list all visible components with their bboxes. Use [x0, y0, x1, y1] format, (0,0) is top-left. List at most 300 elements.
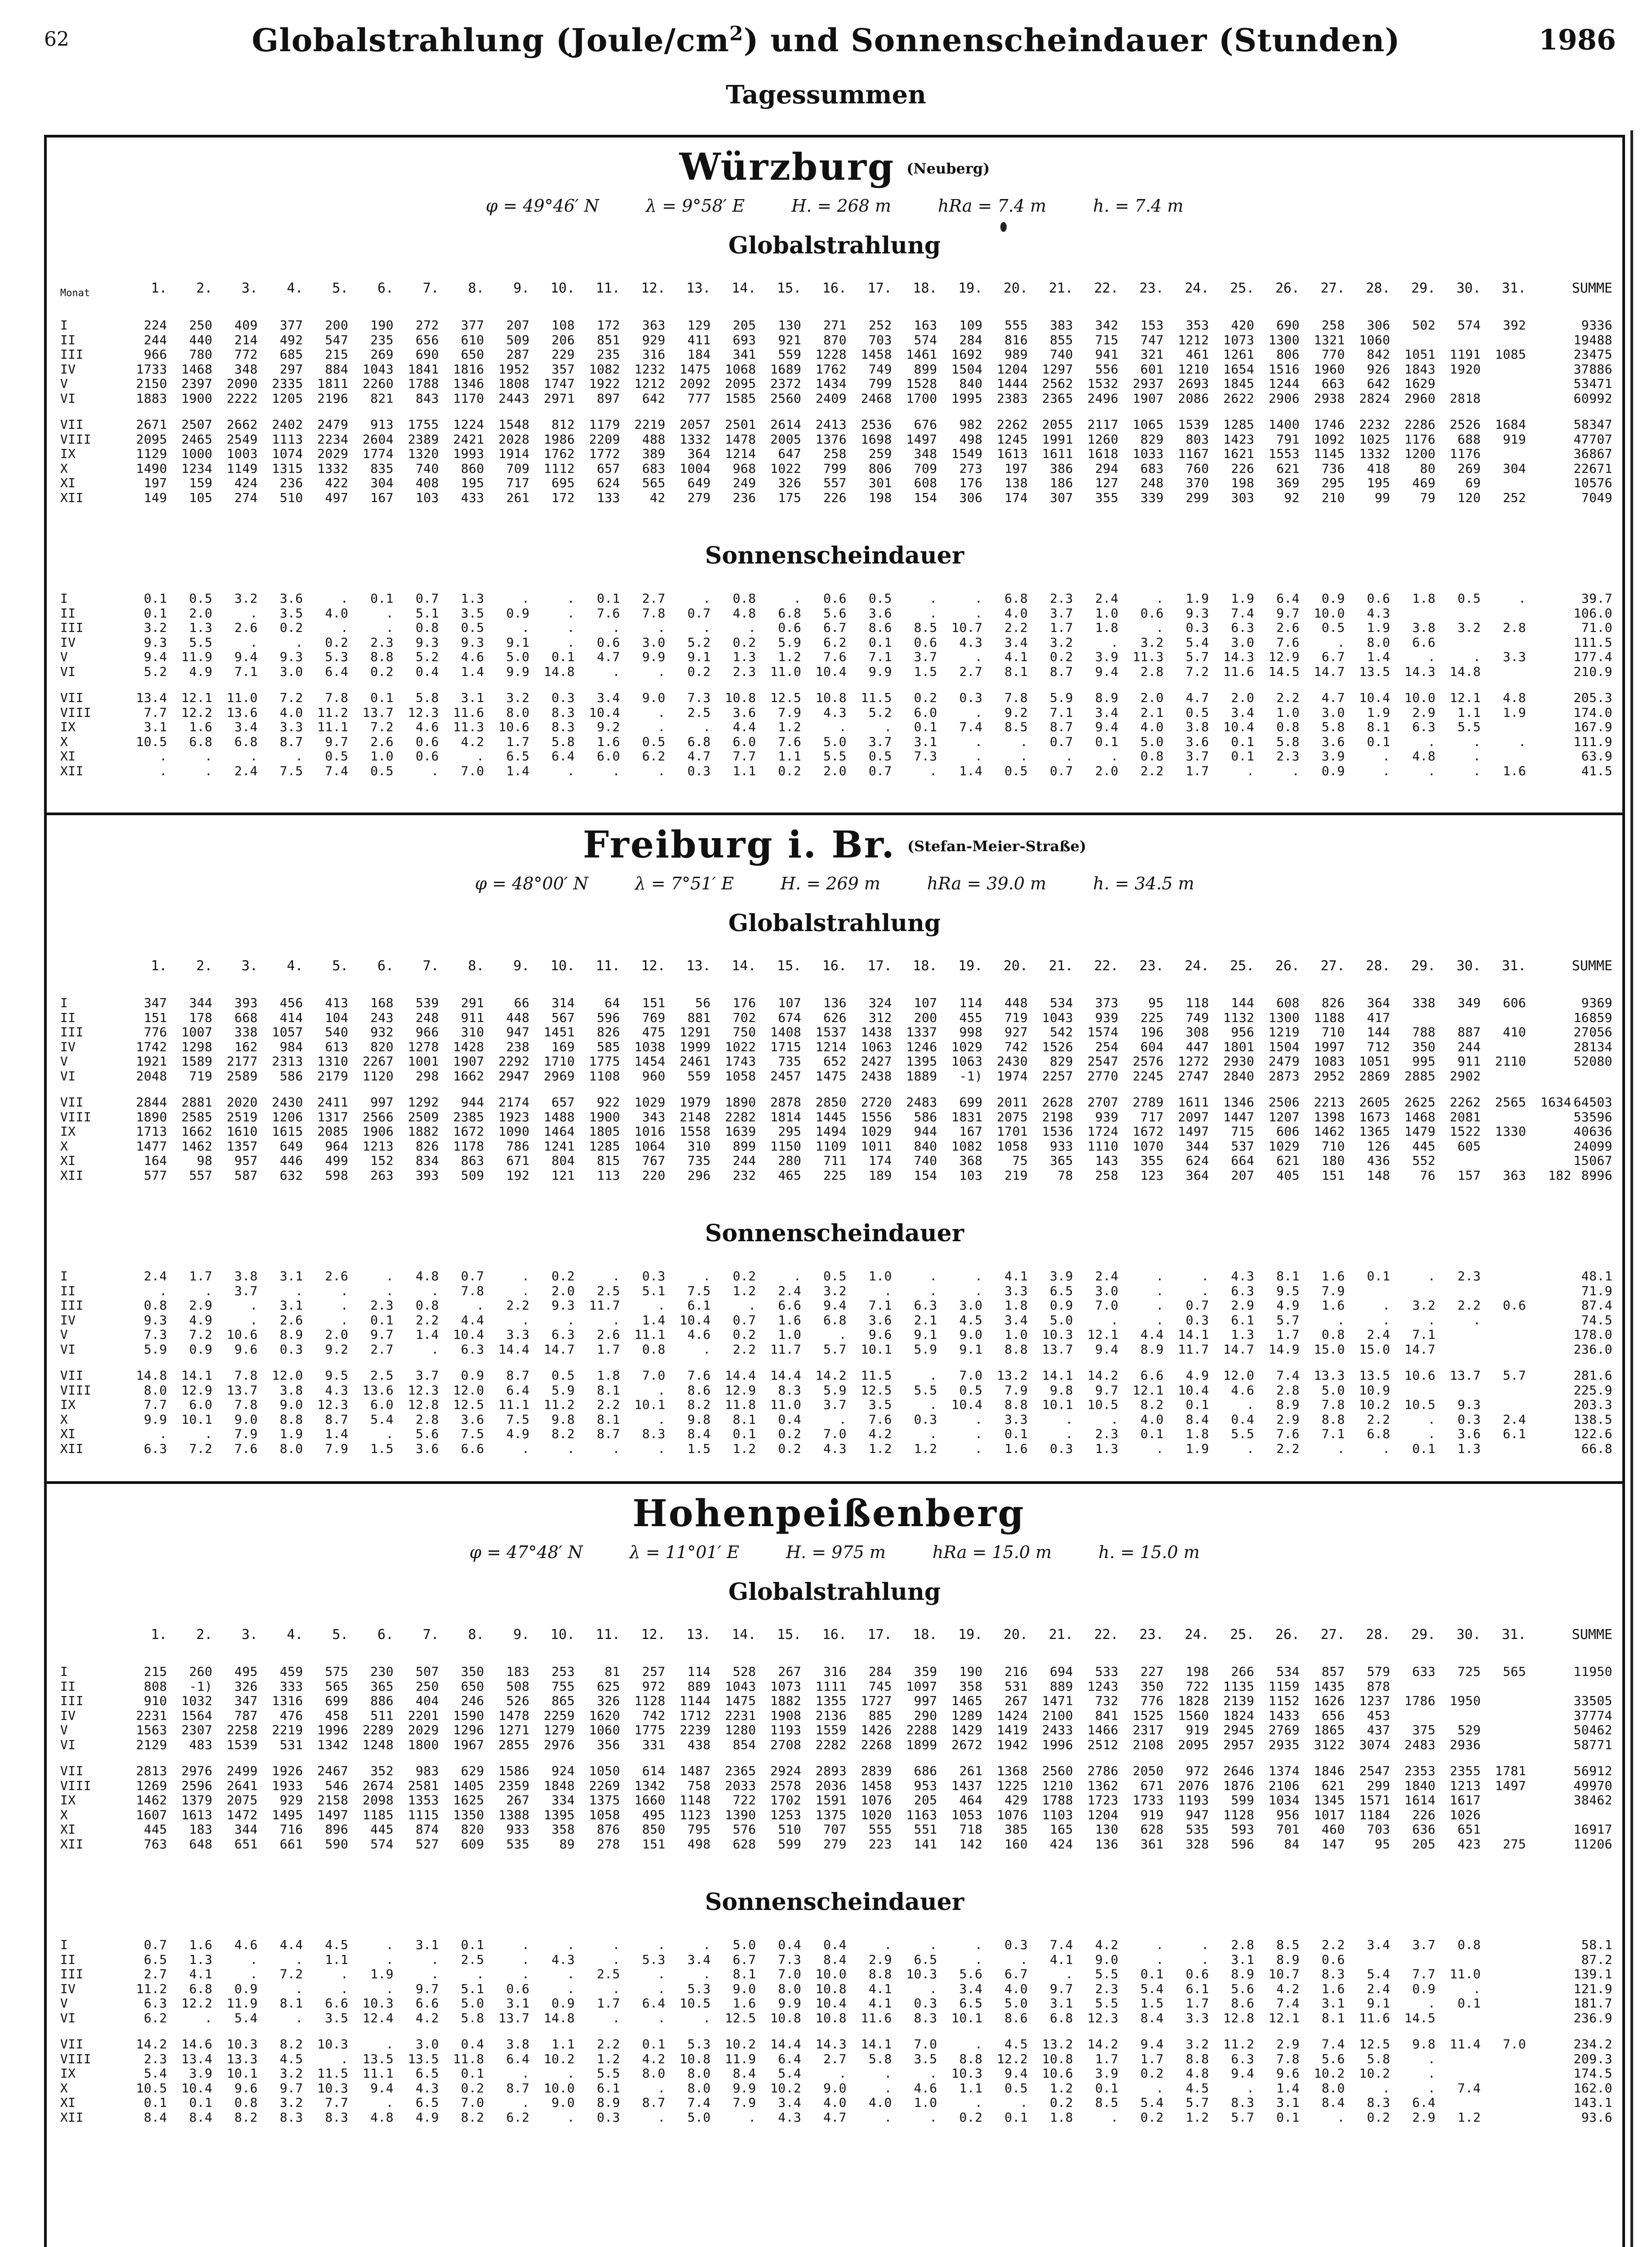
day-value: 2.8 [1231, 1937, 1255, 1952]
day-value: 565 [1503, 1664, 1526, 1679]
day-value: 574 [1457, 318, 1481, 333]
day-value: 14.5 [1268, 664, 1300, 679]
day-value: 1424 [996, 1708, 1028, 1723]
day-value: 2.3 [1050, 591, 1073, 606]
day-value: 2496 [1087, 391, 1119, 406]
day-value: 10.0 [1314, 605, 1345, 621]
day-value: 8.2 [280, 2037, 303, 2052]
day-value: 321 [1140, 347, 1164, 362]
day-value: 14.6 [181, 2037, 213, 2052]
day-value: 1.8 [1186, 1426, 1209, 1441]
day-value: 629 [461, 1763, 484, 1778]
day-value: 2604 [362, 431, 394, 447]
day-value: 8.2 [1140, 1397, 1164, 1412]
day-value: 0.1 [868, 635, 892, 650]
day-value: 5.9 [778, 635, 802, 650]
day-value: 6.7 [733, 1952, 756, 1967]
day-value: 6.5 [415, 2066, 439, 2081]
month-sum: 281.6 [1573, 1368, 1612, 1383]
day-value: . [1337, 1312, 1345, 1328]
day-value: 2259 [543, 1708, 575, 1723]
day-value: 820 [461, 1822, 484, 1837]
day-value: . [1156, 1937, 1164, 1952]
day-value: 2076 [1178, 1778, 1209, 1793]
month-label: V [60, 376, 68, 391]
day-value: 8.1 [280, 1996, 303, 2011]
day-value: 2174 [498, 1095, 530, 1110]
day-value: 210 [1321, 490, 1345, 505]
day-value: 2355 [1449, 1763, 1481, 1778]
day-value: . [975, 1283, 983, 1298]
day-value: 1727 [861, 1693, 892, 1708]
day-value: 1549 [951, 446, 983, 461]
day-value: 1029 [861, 1124, 892, 1139]
day-value: 2893 [815, 1763, 847, 1778]
day-value: 1.7 [1095, 2051, 1119, 2066]
day-value: 3.4 [959, 1981, 983, 1996]
day-value: 7.9 [1321, 1283, 1345, 1298]
section-title-global: Globalstrahlung [728, 1578, 941, 1606]
day-value: 722 [733, 1793, 756, 1807]
day-value: 12.2 [996, 2051, 1028, 2066]
station-block [44, 813, 1625, 1482]
day-value: 699 [959, 1095, 983, 1110]
day-value: 3.9 [1050, 1269, 1073, 1283]
coord-lambda: λ = 11°01′ E [629, 1542, 740, 1562]
day-value: 10.4 [1359, 690, 1390, 705]
day-value: 11.7 [589, 1298, 620, 1313]
day-header: 15. [777, 1627, 802, 1643]
day-value: . [567, 1937, 575, 1952]
day-value: 0.6 [415, 749, 439, 764]
day-value: 1292 [408, 1095, 439, 1110]
day-value: . [522, 1967, 530, 1981]
day-value: 6.8 [234, 734, 258, 749]
day-value: 1073 [770, 1679, 802, 1694]
day-value: 4.7 [687, 749, 711, 764]
day-value: 1026 [1449, 1807, 1481, 1822]
day-value: 168 [370, 995, 394, 1010]
day-value: 650 [461, 1679, 484, 1694]
day-value: 2.7 [642, 591, 666, 606]
day-value: 420 [1231, 318, 1255, 333]
day-value: 2231 [136, 1708, 167, 1723]
day-value: 1029 [1268, 1138, 1300, 1154]
day-value: 205 [733, 318, 756, 333]
day-value: 2.7 [959, 664, 983, 679]
day-value: 184 [687, 347, 711, 362]
day-value: 4.7 [597, 649, 620, 664]
day-value: 14.1 [181, 1368, 213, 1383]
day-value: 9.9 [733, 2080, 756, 2096]
day-value: 2625 [1404, 1095, 1436, 1110]
day-value: 719 [1004, 1010, 1028, 1025]
day-value: 306 [959, 490, 983, 505]
day-value: 559 [687, 1068, 711, 1084]
month-label: XI [60, 749, 76, 764]
month-label: I [60, 995, 68, 1010]
month-sum: 40636 [1573, 1124, 1612, 1139]
coord-lambda: λ = 7°51′ E [635, 874, 734, 893]
day-value: 0.8 [415, 620, 439, 635]
day-value: 0.3 [914, 1996, 937, 2011]
day-value: 3.3 [1186, 2010, 1209, 2025]
day-value: 2885 [1404, 1068, 1436, 1084]
day-value: 460 [1321, 1822, 1345, 1837]
day-header: 5. [332, 280, 349, 296]
day-value: 12.1 [1268, 2010, 1300, 2025]
day-header: 13. [686, 1627, 711, 1643]
day-value: 453 [1367, 1708, 1390, 1723]
day-value: 626 [823, 1010, 847, 1025]
day-value: 10.1 [861, 1341, 892, 1357]
day-value: 1022 [725, 1039, 756, 1054]
day-value: 1991 [1042, 431, 1073, 447]
day-value: 2672 [951, 1737, 983, 1752]
day-value: 9.4 [234, 649, 258, 664]
day-value: 661 [280, 1836, 303, 1852]
day-value: 107 [778, 995, 802, 1010]
day-value: 6.3 [914, 1298, 937, 1313]
day-header: 21. [1048, 958, 1073, 974]
day-value: 821 [370, 391, 394, 406]
day-value: 6.3 [1231, 620, 1255, 635]
day-value: 1828 [1178, 1693, 1209, 1708]
day-value: 1746 [1314, 417, 1345, 432]
day-value: 4.0 [280, 705, 303, 720]
day-value: . [839, 719, 847, 734]
day-value: 1625 [453, 1793, 484, 1807]
day-header: 24. [1185, 280, 1209, 296]
day-value: 198 [868, 490, 892, 505]
month-sum: 38462 [1573, 1793, 1612, 1807]
day-value: 7.5 [687, 1283, 711, 1298]
day-value: 835 [370, 461, 394, 476]
day-value: 2.8 [415, 1412, 439, 1427]
day-value: 8.8 [1004, 1397, 1028, 1412]
month-sum: 74.5 [1581, 1312, 1612, 1328]
day-value: 2.4 [1367, 1981, 1390, 1996]
day-value: . [657, 2080, 666, 2096]
day-value: 0.9 [506, 605, 530, 621]
day-value: 1466 [1087, 1723, 1119, 1737]
day-value: 10.5 [136, 2080, 167, 2096]
day-value: 6.2 [823, 635, 847, 650]
day-value: 1950 [1449, 1693, 1481, 1708]
day-value: 1454 [634, 1054, 666, 1069]
day-value: 8.0 [1321, 2080, 1345, 2096]
month-sum: 19488 [1573, 332, 1612, 347]
day-value: 6.0 [189, 1397, 213, 1412]
day-header: 9. [513, 958, 530, 974]
day-value: . [1337, 635, 1345, 650]
day-value: 3.4 [1231, 705, 1255, 720]
day-value: 0.8 [642, 1341, 666, 1357]
day-value: 725 [1457, 1664, 1481, 1679]
day-value: . [748, 620, 756, 635]
day-value: 1742 [136, 1039, 167, 1054]
day-value: 899 [733, 1138, 756, 1154]
day-value: 1611 [1042, 446, 1073, 461]
day-value: 248 [1140, 475, 1164, 490]
day-value: . [657, 1382, 666, 1398]
day-value: 1900 [181, 391, 213, 406]
day-value: 11.1 [362, 2066, 394, 2081]
day-value: 1698 [861, 431, 892, 447]
day-value: . [1473, 1312, 1481, 1328]
day-value: 1297 [1042, 361, 1073, 377]
day-value: 1433 [1268, 1708, 1300, 1723]
day-value: 1684 [1495, 417, 1526, 432]
day-value: 169 [551, 1039, 575, 1054]
day-header: 14. [732, 280, 756, 296]
day-value: 0.4 [415, 664, 439, 679]
day-value: 405 [1276, 1168, 1300, 1183]
day-value: 263 [370, 1168, 394, 1183]
day-value: 11.9 [181, 649, 213, 664]
day-value: 326 [234, 1679, 258, 1694]
day-value: 0.2 [280, 620, 303, 635]
day-value: 633 [1412, 1664, 1436, 1679]
day-value: 7.1 [1321, 1426, 1345, 1441]
monat-label: Monat [60, 288, 90, 299]
day-value: 1033 [1132, 446, 1164, 461]
day-value: 722 [1186, 1679, 1209, 1694]
day-value: 557 [189, 1168, 213, 1183]
day-value: 4.5 [325, 1937, 349, 1952]
day-value: 997 [914, 1693, 937, 1708]
day-value: 3.0 [280, 664, 303, 679]
day-value: 0.5 [642, 734, 666, 749]
day-value: . [340, 1298, 349, 1313]
day-value: 235 [597, 347, 620, 362]
day-value: 11.3 [453, 719, 484, 734]
day-value: 2095 [136, 431, 167, 447]
day-value: . [340, 1312, 349, 1328]
day-value: 8.5 [1276, 1937, 1300, 1952]
day-value: 11.5 [861, 690, 892, 705]
day-value: 11.5 [317, 2066, 349, 2081]
day-value: 2.7 [370, 1341, 394, 1357]
day-value: 153 [1140, 318, 1164, 333]
day-value: 198 [1186, 1664, 1209, 1679]
day-value: 1115 [408, 1807, 439, 1822]
day-value: 9.8 [1050, 1382, 1073, 1398]
day-value: 13.5 [362, 2051, 394, 2066]
day-value: 1296 [453, 1723, 484, 1737]
day-value: 826 [597, 1025, 620, 1039]
month-label: XII [60, 1441, 84, 1456]
day-value: 411 [687, 332, 711, 347]
day-value: 3.5 [325, 2010, 349, 2025]
day-value: 3.6 [1186, 734, 1209, 749]
day-value: 257 [642, 1664, 666, 1679]
day-value: 2.2 [597, 2037, 620, 2052]
day-value: 464 [959, 1793, 983, 1807]
day-value: 899 [914, 361, 937, 377]
day-value: 1068 [725, 361, 756, 377]
day-value: 14.4 [725, 1368, 756, 1383]
day-value: 344 [234, 1822, 258, 1837]
day-value: 301 [868, 475, 892, 490]
day-value: 531 [280, 1737, 303, 1752]
day-value: 347 [144, 995, 167, 1010]
day-value: 1673 [1359, 1109, 1390, 1124]
day-value: 2.3 [1095, 1981, 1119, 1996]
day-value: 0.2 [1050, 2095, 1073, 2110]
day-value: 10.3 [906, 1967, 937, 1981]
day-header: 27. [1320, 1627, 1345, 1643]
day-value: 664 [1231, 1153, 1255, 1168]
day-value: 2335 [272, 376, 303, 391]
day-value: 10.3 [226, 2037, 258, 2052]
day-value: 2.5 [597, 1283, 620, 1298]
day-value: 0.6 [1367, 591, 1390, 606]
day-value: 1590 [453, 1708, 484, 1723]
day-value: 1272 [1178, 1054, 1209, 1069]
day-value: 1548 [498, 417, 530, 432]
coord-h: H. = 268 m [791, 196, 891, 216]
day-value: 956 [1231, 1025, 1255, 1039]
day-value: 10.1 [181, 1412, 213, 1427]
day-value: 1058 [589, 1807, 620, 1822]
day-value: . [1246, 763, 1255, 778]
day-value: 178 [189, 1010, 213, 1025]
day-value: 4.5 [1186, 2080, 1209, 2096]
day-value: . [657, 2109, 666, 2125]
day-value: 944 [914, 1124, 937, 1139]
day-value: 2.0 [1231, 690, 1255, 705]
day-value: . [657, 763, 666, 778]
day-value: 195 [1367, 475, 1390, 490]
day-value: 6.8 [1004, 591, 1028, 606]
day-value: 495 [642, 1807, 666, 1822]
month-label: II [60, 1283, 76, 1298]
day-value: 1996 [1042, 1737, 1073, 1752]
day-value: 151 [1321, 1168, 1345, 1183]
day-value: 663 [1321, 376, 1345, 391]
day-value: 13.6 [362, 1382, 394, 1398]
day-value: 8.8 [280, 1412, 303, 1427]
day-value: 176 [959, 475, 983, 490]
day-value: 2430 [272, 1095, 303, 1110]
day-value: 1993 [453, 446, 484, 461]
day-value: 8.0 [687, 2066, 711, 2081]
day-value: 628 [1140, 1822, 1164, 1837]
coord-h: H. = 975 m [786, 1542, 886, 1562]
day-value: 863 [461, 1153, 484, 1168]
day-value: 299 [1367, 1778, 1390, 1793]
day-header: 8. [468, 1627, 484, 1643]
day-value: 1662 [181, 1124, 213, 1139]
day-value: 7.4 [959, 719, 983, 734]
day-value: 652 [823, 1054, 847, 1069]
day-value: 0.1 [1140, 1967, 1164, 1981]
day-value: 1882 [770, 1693, 802, 1708]
day-value: 1058 [725, 1068, 756, 1084]
day-value: 81 [604, 1664, 620, 1679]
day-value: 2671 [136, 417, 167, 432]
day-value: 469 [1412, 475, 1436, 490]
day-value: . [476, 749, 484, 764]
day-value: 5.8 [415, 690, 439, 705]
day-value: 777 [687, 391, 711, 406]
day-value: 0.7 [1050, 763, 1073, 778]
day-value: 642 [642, 391, 666, 406]
day-value: 0.5 [189, 591, 213, 606]
day-value: 383 [1050, 318, 1073, 333]
day-value: 260 [189, 1664, 213, 1679]
day-value: 1.3 [1095, 1441, 1119, 1456]
day-value: 1831 [951, 1109, 983, 1124]
month-label: III [60, 1693, 84, 1708]
day-value: 226 [823, 490, 847, 505]
day-value: 1315 [272, 461, 303, 476]
day-value: 8.4 [1186, 1412, 1209, 1427]
day-value: 258 [1321, 318, 1345, 333]
day-value: . [929, 1426, 937, 1441]
day-value: 8.1 [597, 1412, 620, 1427]
day-value: 5.3 [687, 1981, 711, 1996]
day-value: 8.8 [1186, 2051, 1209, 2066]
month-label: VII [60, 1095, 84, 1110]
day-value: 780 [189, 347, 213, 362]
day-value: 5.4 [370, 1412, 394, 1427]
day-value: 4.0 [1004, 1981, 1028, 1996]
day-value: 740 [914, 1153, 937, 1168]
day-value: . [612, 664, 620, 679]
day-value: 0.3 [280, 1341, 303, 1357]
day-value: 3.3 [1004, 1283, 1028, 1298]
day-value: 365 [1050, 1153, 1073, 1168]
day-value: . [159, 763, 167, 778]
day-header: 13. [686, 280, 711, 296]
day-value: 1.4 [506, 763, 530, 778]
day-value: 579 [1367, 1664, 1390, 1679]
month-sum: 53596 [1573, 1109, 1612, 1124]
day-value: 0.1 [144, 605, 167, 621]
day-header: 20. [1004, 280, 1028, 296]
day-value: -1) [959, 1068, 983, 1084]
day-value: 8.3 [551, 705, 575, 720]
month-sum: 58.1 [1581, 1937, 1612, 1952]
day-value: . [703, 1269, 711, 1283]
day-value: 4.6 [914, 2080, 937, 2096]
day-value: 1.4 [1367, 649, 1390, 664]
day-value: 604 [1140, 1039, 1164, 1054]
month-sum: 58771 [1573, 1737, 1612, 1752]
day-value: 13.3 [226, 2051, 258, 2066]
day-value: 10.2 [543, 2051, 575, 2066]
day-header: 23. [1139, 1627, 1164, 1643]
day-value: 1845 [1223, 376, 1255, 391]
day-value: 1574 [1087, 1025, 1119, 1039]
day-value: 4.7 [823, 2109, 847, 2125]
day-value: 8.3 [642, 1426, 666, 1441]
day-value: 3.6 [461, 1412, 484, 1427]
day-value: 2409 [815, 391, 847, 406]
day-value: . [1065, 1967, 1073, 1981]
section-title-sun: Sonnenscheindauer [705, 542, 964, 569]
day-value: 216 [1004, 1664, 1028, 1679]
day-value: 1228 [815, 347, 847, 362]
day-value: 144 [1367, 1025, 1390, 1039]
day-value: 12.2 [181, 705, 213, 720]
day-value: 11.1 [498, 1397, 530, 1412]
day-value: 0.5 [823, 1269, 847, 1283]
month-label: XI [60, 1426, 76, 1441]
day-value: 537 [1231, 1138, 1255, 1154]
